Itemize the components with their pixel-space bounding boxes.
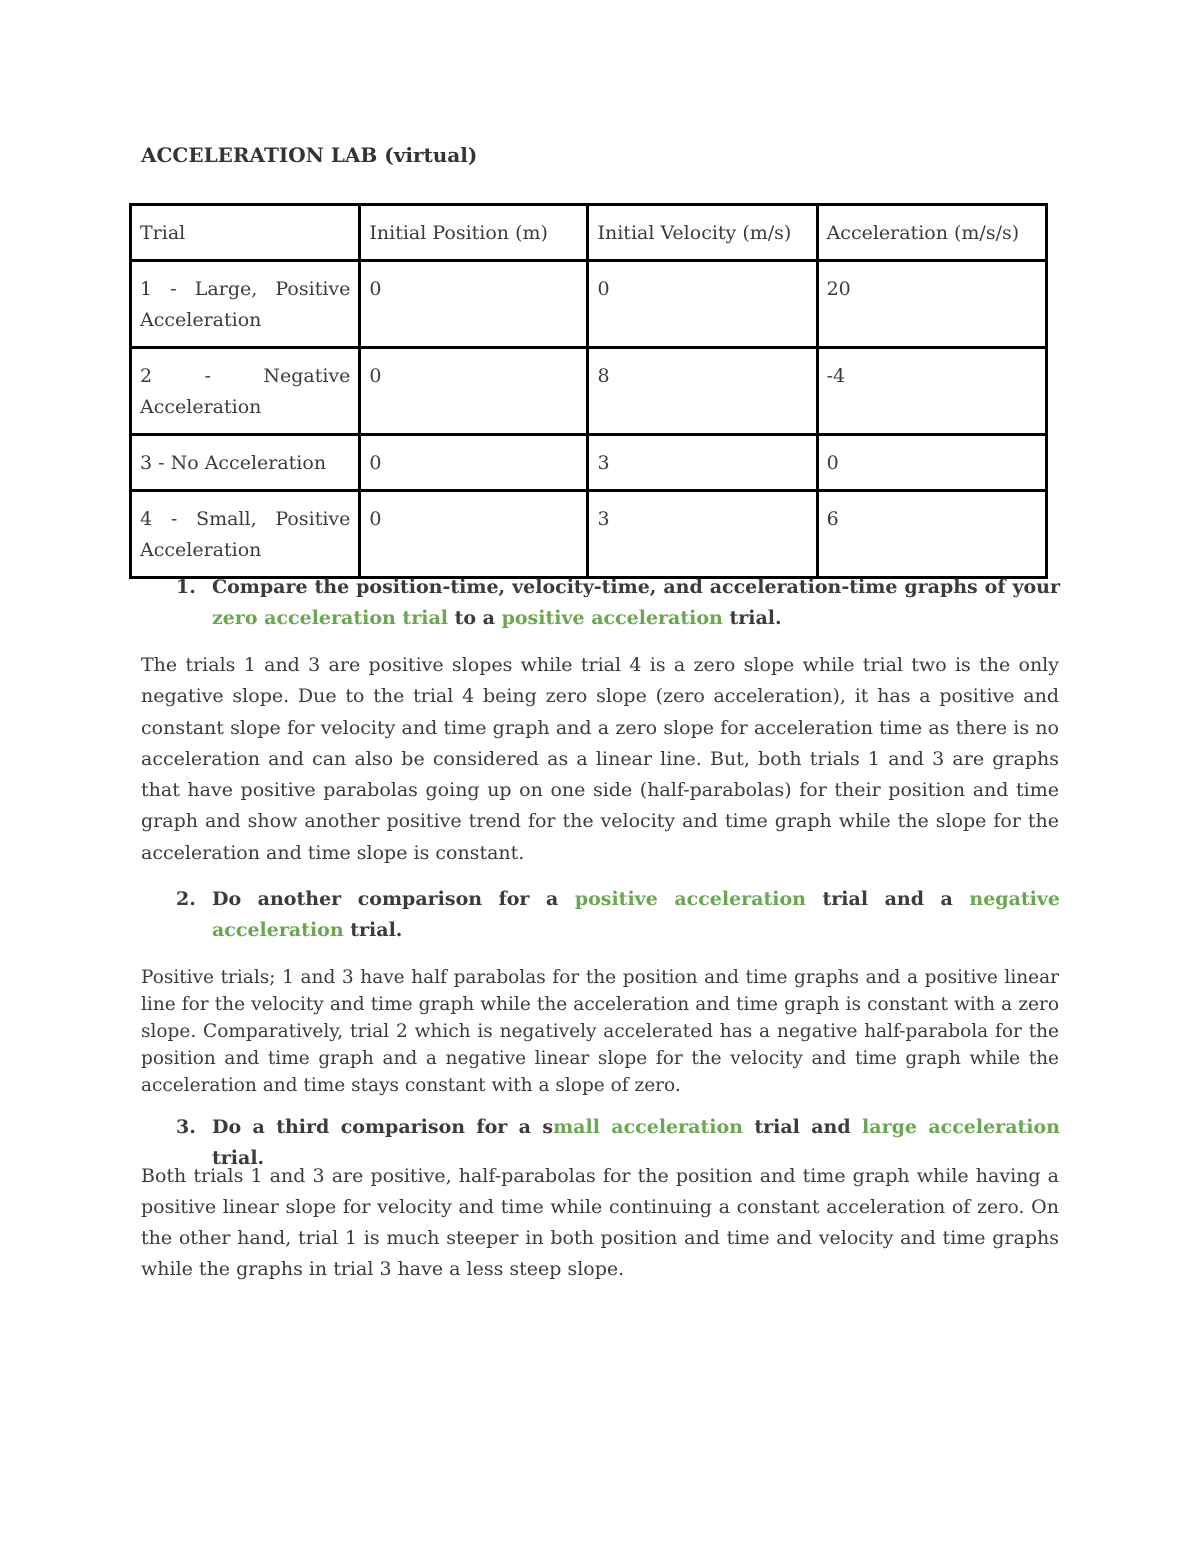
question-highlight: large acceleration — [862, 1116, 1060, 1138]
table-cell-trial: 1 - Large, Positive Acceleration — [131, 261, 360, 348]
table-cell: 0 — [360, 261, 588, 348]
table-cell: 8 — [588, 348, 817, 435]
table-row — [131, 348, 1047, 435]
question-text — [212, 572, 1060, 634]
question-number: 1. — [176, 576, 196, 598]
header-cell-initial-velocity: Initial Velocity (m/s) — [588, 205, 817, 261]
table-row — [131, 491, 1047, 578]
table-cell: 6 — [817, 491, 1046, 578]
question-2 — [176, 884, 1060, 946]
table-cell: -4 — [817, 348, 1046, 435]
question-number: 3. — [176, 1116, 196, 1138]
question-text-part: trial and a — [805, 888, 970, 910]
table-cell: 3 — [588, 435, 817, 491]
table-cell: 0 — [817, 435, 1046, 491]
question-text-part: trial. — [212, 1147, 265, 1169]
lab-data-table — [129, 203, 1048, 579]
question-text-part: trial. — [343, 919, 403, 941]
table-cell: 0 — [588, 261, 817, 348]
header-cell-initial-position: Initial Position (m) — [360, 205, 588, 261]
table-cell: 0 — [360, 435, 588, 491]
document-title: ACCELERATION LAB (virtual) — [141, 143, 478, 167]
question-highlight: positive acceleration — [501, 607, 723, 629]
table-cell-trial: 2 - Negative Acceleration — [131, 348, 360, 435]
header-cell-trial: Trial — [131, 205, 360, 261]
header-cell-acceleration: Acceleration (m/s/s) — [817, 205, 1046, 261]
question-highlight: mall acceleration — [553, 1116, 743, 1138]
question-number: 2. — [176, 888, 196, 910]
question-highlight: negative acceleration — [212, 888, 1060, 941]
table-row — [131, 261, 1047, 348]
question-highlight: zero acceleration trial — [212, 607, 448, 629]
table-header-row — [131, 205, 1047, 261]
question-text-part: Do another comparison for a — [212, 888, 575, 910]
table-cell-trial: 4 - Small, Positive Acceleration — [131, 491, 360, 578]
table-cell: 3 — [588, 491, 817, 578]
table-row — [131, 435, 1047, 491]
question-text-part: Compare the position-time, velocity-time, and acceleration-time graphs of your — [212, 576, 1060, 598]
question-text-part: trial and — [742, 1116, 863, 1138]
answer-1: The trials 1 and 3 are positive slopes while trial 4 is a zero slope while trial two is the only negative slope. Due to the trial 4 being zero slope (zero acceleration), it has a positive and constant slope for velocity and time graph and a zero slope for acceleration time as there is no acceleration and can also be considered as a linear line. But, both trials 1 and 3 are graphs that have positive parabolas going up on one side (half-parabolas) for their position and time graph and show another positive trend for the velocity and time graph while the slope for the acceleration and time slope is constant. — [141, 654, 1059, 864]
table-cell: 20 — [817, 261, 1046, 348]
question-highlight: positive acceleration — [574, 888, 806, 910]
question-text — [212, 884, 1060, 946]
answer-2: Positive trials; 1 and 3 have half parabolas for the position and time graphs and a positive linear line for the velocity and time graph while the acceleration and time graph is constant with a zero slope. Comparatively, trial 2 which is negatively accelerated has a negative half-parabola for the position and time graph and a negative linear slope for the velocity and time graph while the acceleration and time stays constant with a slope of zero. — [141, 967, 1059, 1096]
question-1 — [176, 572, 1060, 634]
table-cell: 0 — [360, 348, 588, 435]
question-text-part: to a — [447, 607, 502, 629]
answer-3: Both trials 1 and 3 are positive, half-parabolas for the position and time graph while having a positive linear slope for velocity and time while continuing a constant acceleration of zero. On the other hand, trial 1 is much steeper in both position and time and velocity and time graphs while the graphs in trial 3 have a less steep slope. — [141, 1165, 1059, 1280]
question-text-part: Do a third comparison for a s — [212, 1116, 554, 1138]
question-text-part: trial. — [722, 607, 782, 629]
table-cell: 0 — [360, 491, 588, 578]
table-cell-trial: 3 - No Acceleration — [131, 435, 360, 491]
